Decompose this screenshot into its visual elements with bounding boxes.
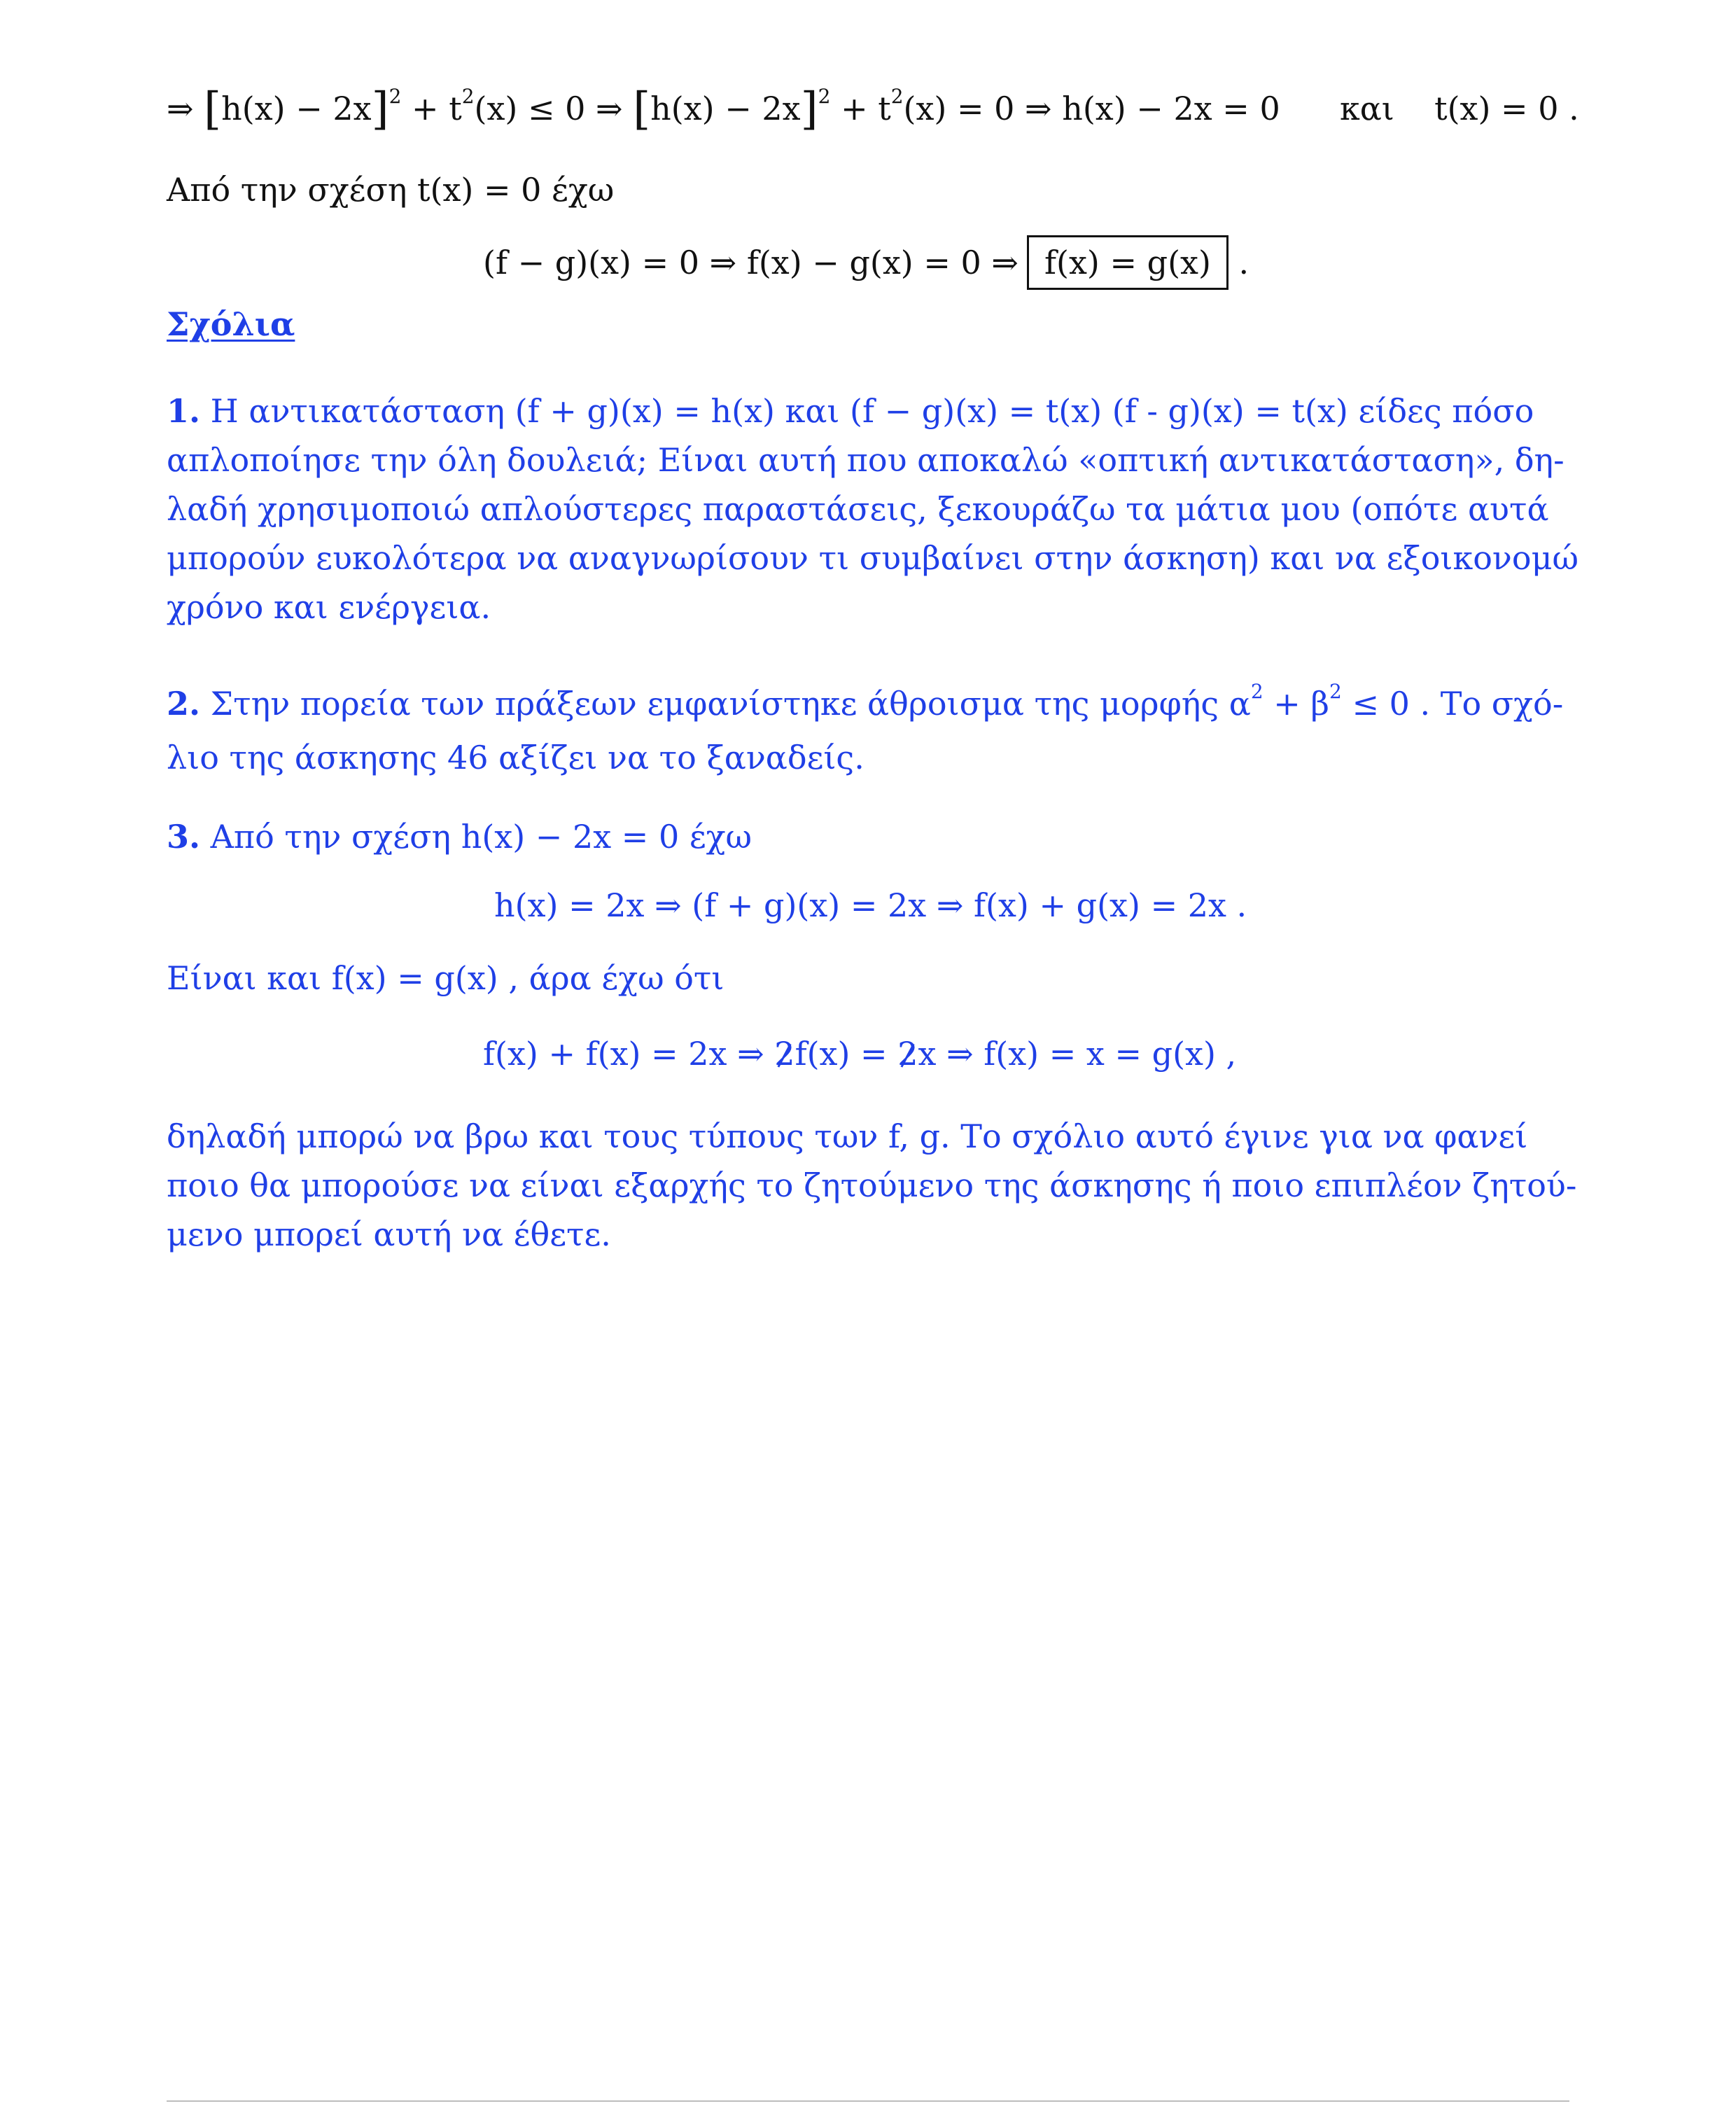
item3-text: Από την σχέση h(x) − 2x = 0 έχω xyxy=(210,818,752,856)
bracket-inner: h(x) − 2x xyxy=(221,90,372,127)
item2-line2: λιο της άσκησης 46 αξίζει να το ξαναδείς. xyxy=(167,739,864,776)
comment-item-2 xyxy=(167,679,1569,782)
item1-line1 xyxy=(167,386,1569,435)
bracket-open: [ xyxy=(204,83,222,135)
item3-last-line3: μενο μπορεί αυτή να έθετε. xyxy=(167,1215,611,1253)
bracket-close-2: ] xyxy=(800,83,818,135)
cancelled-two-1: 2 xyxy=(774,1035,795,1073)
t-exponent-2: 2 xyxy=(890,85,904,108)
boxed-result: f(x) = g(x) xyxy=(1027,235,1228,290)
bracket-close: ] xyxy=(371,83,389,135)
exponent-2: 2 xyxy=(818,85,831,108)
boxed-equation-pre: (f − g)(x) = 0 ⇒ f(x) − g(x) = 0 ⇒ xyxy=(483,244,1018,281)
item2-exp-b: 2 xyxy=(1329,680,1342,703)
t-rest-2: (x) = 0 ⇒ h(x) − 2x = 0 xyxy=(903,90,1280,127)
eq2-pre: f(x) + f(x) = 2x ⇒ xyxy=(483,1035,775,1073)
eq2-mid: f(x) = xyxy=(794,1035,898,1073)
from-t-line: Από την σχέση t(x) = 0 έχω xyxy=(167,171,615,209)
item3-last-line2: ποιο θα μπορούσε να είναι εξαρχής το ζητούμενο της άσκησης ή ποιο επιπλέον ζητού- xyxy=(167,1166,1577,1204)
item3-last-line1: δηλαδή μπορώ να βρω και τους τύπους των f, g. Το σχόλιο αυτό έγινε για να φανεί xyxy=(167,1117,1528,1155)
item1-line4: μπορούν ευκολότερα να αναγνωρίσουν τι συμβαίνει στην άσκηση) και να εξοικονομώ xyxy=(167,539,1578,577)
eq2-post: x ⇒ f(x) = x = g(x) , xyxy=(918,1035,1237,1073)
item2-post: ≤ 0 . Το σχό- xyxy=(1341,685,1564,723)
item2-pre: Στην πορεία των πράξεων εμφανίστηκε άθροισμα της μορφής α xyxy=(210,685,1251,723)
item3-conclusion xyxy=(167,1112,1577,1259)
item2-line1 xyxy=(167,679,1569,733)
item2-mid: + β xyxy=(1263,685,1330,723)
kai-word: και xyxy=(1339,90,1394,127)
bracket-inner-2: h(x) − 2x xyxy=(650,90,801,127)
item2-exp-a: 2 xyxy=(1250,680,1264,703)
item3-line1 xyxy=(167,818,752,856)
t-exponent: 2 xyxy=(461,85,475,108)
comment-item-1 xyxy=(167,386,1578,632)
item3-equation-2 xyxy=(483,1035,1236,1073)
comments-heading: Σχόλια xyxy=(167,305,295,343)
plus-t-2: + t xyxy=(841,90,891,127)
item2-number: 2. xyxy=(167,685,201,723)
equation-end: t(x) = 0 . xyxy=(1434,90,1579,127)
item1-line2: απλοποίησε την όλη δουλειά; Είναι αυτή που αποκαλώ «οπτική αντικατάσταση», δη- xyxy=(167,441,1564,479)
bracket-open-2: [ xyxy=(633,83,651,135)
item1-line1-text: Η αντικατάσταση (f + g)(x) = h(x) και (f − g)(x) = t(x) (f - g)(x) = t(x) είδες πόσο xyxy=(210,392,1534,430)
item1-line5: χρόνο και ενέργεια. xyxy=(167,588,491,626)
top-equation xyxy=(167,78,1579,135)
footer-rule xyxy=(167,2100,1569,2102)
boxed-equation-post: . xyxy=(1238,244,1250,281)
item1-line3: λαδή χρησιμοποιώ απλούστερες παραστάσεις, ξεκουράζω τα μάτια μου (οπότε αυτά xyxy=(167,490,1549,528)
item1-number: 1. xyxy=(167,392,201,430)
plus-t: + t xyxy=(412,90,462,127)
t-rest: (x) ≤ 0 ⇒ xyxy=(474,90,623,127)
boxed-equation xyxy=(483,235,1249,290)
implies-symbol: ⇒ xyxy=(167,90,194,127)
item3-number: 3. xyxy=(167,818,201,856)
exponent: 2 xyxy=(388,85,402,108)
item3-kai-line: Είναι και f(x) = g(x) , άρα έχω ότι xyxy=(167,959,724,997)
cancelled-two-2: 2 xyxy=(897,1035,918,1073)
item3-equation-1: h(x) = 2x ⇒ (f + g)(x) = 2x ⇒ f(x) + g(x) = 2x . xyxy=(494,886,1247,924)
